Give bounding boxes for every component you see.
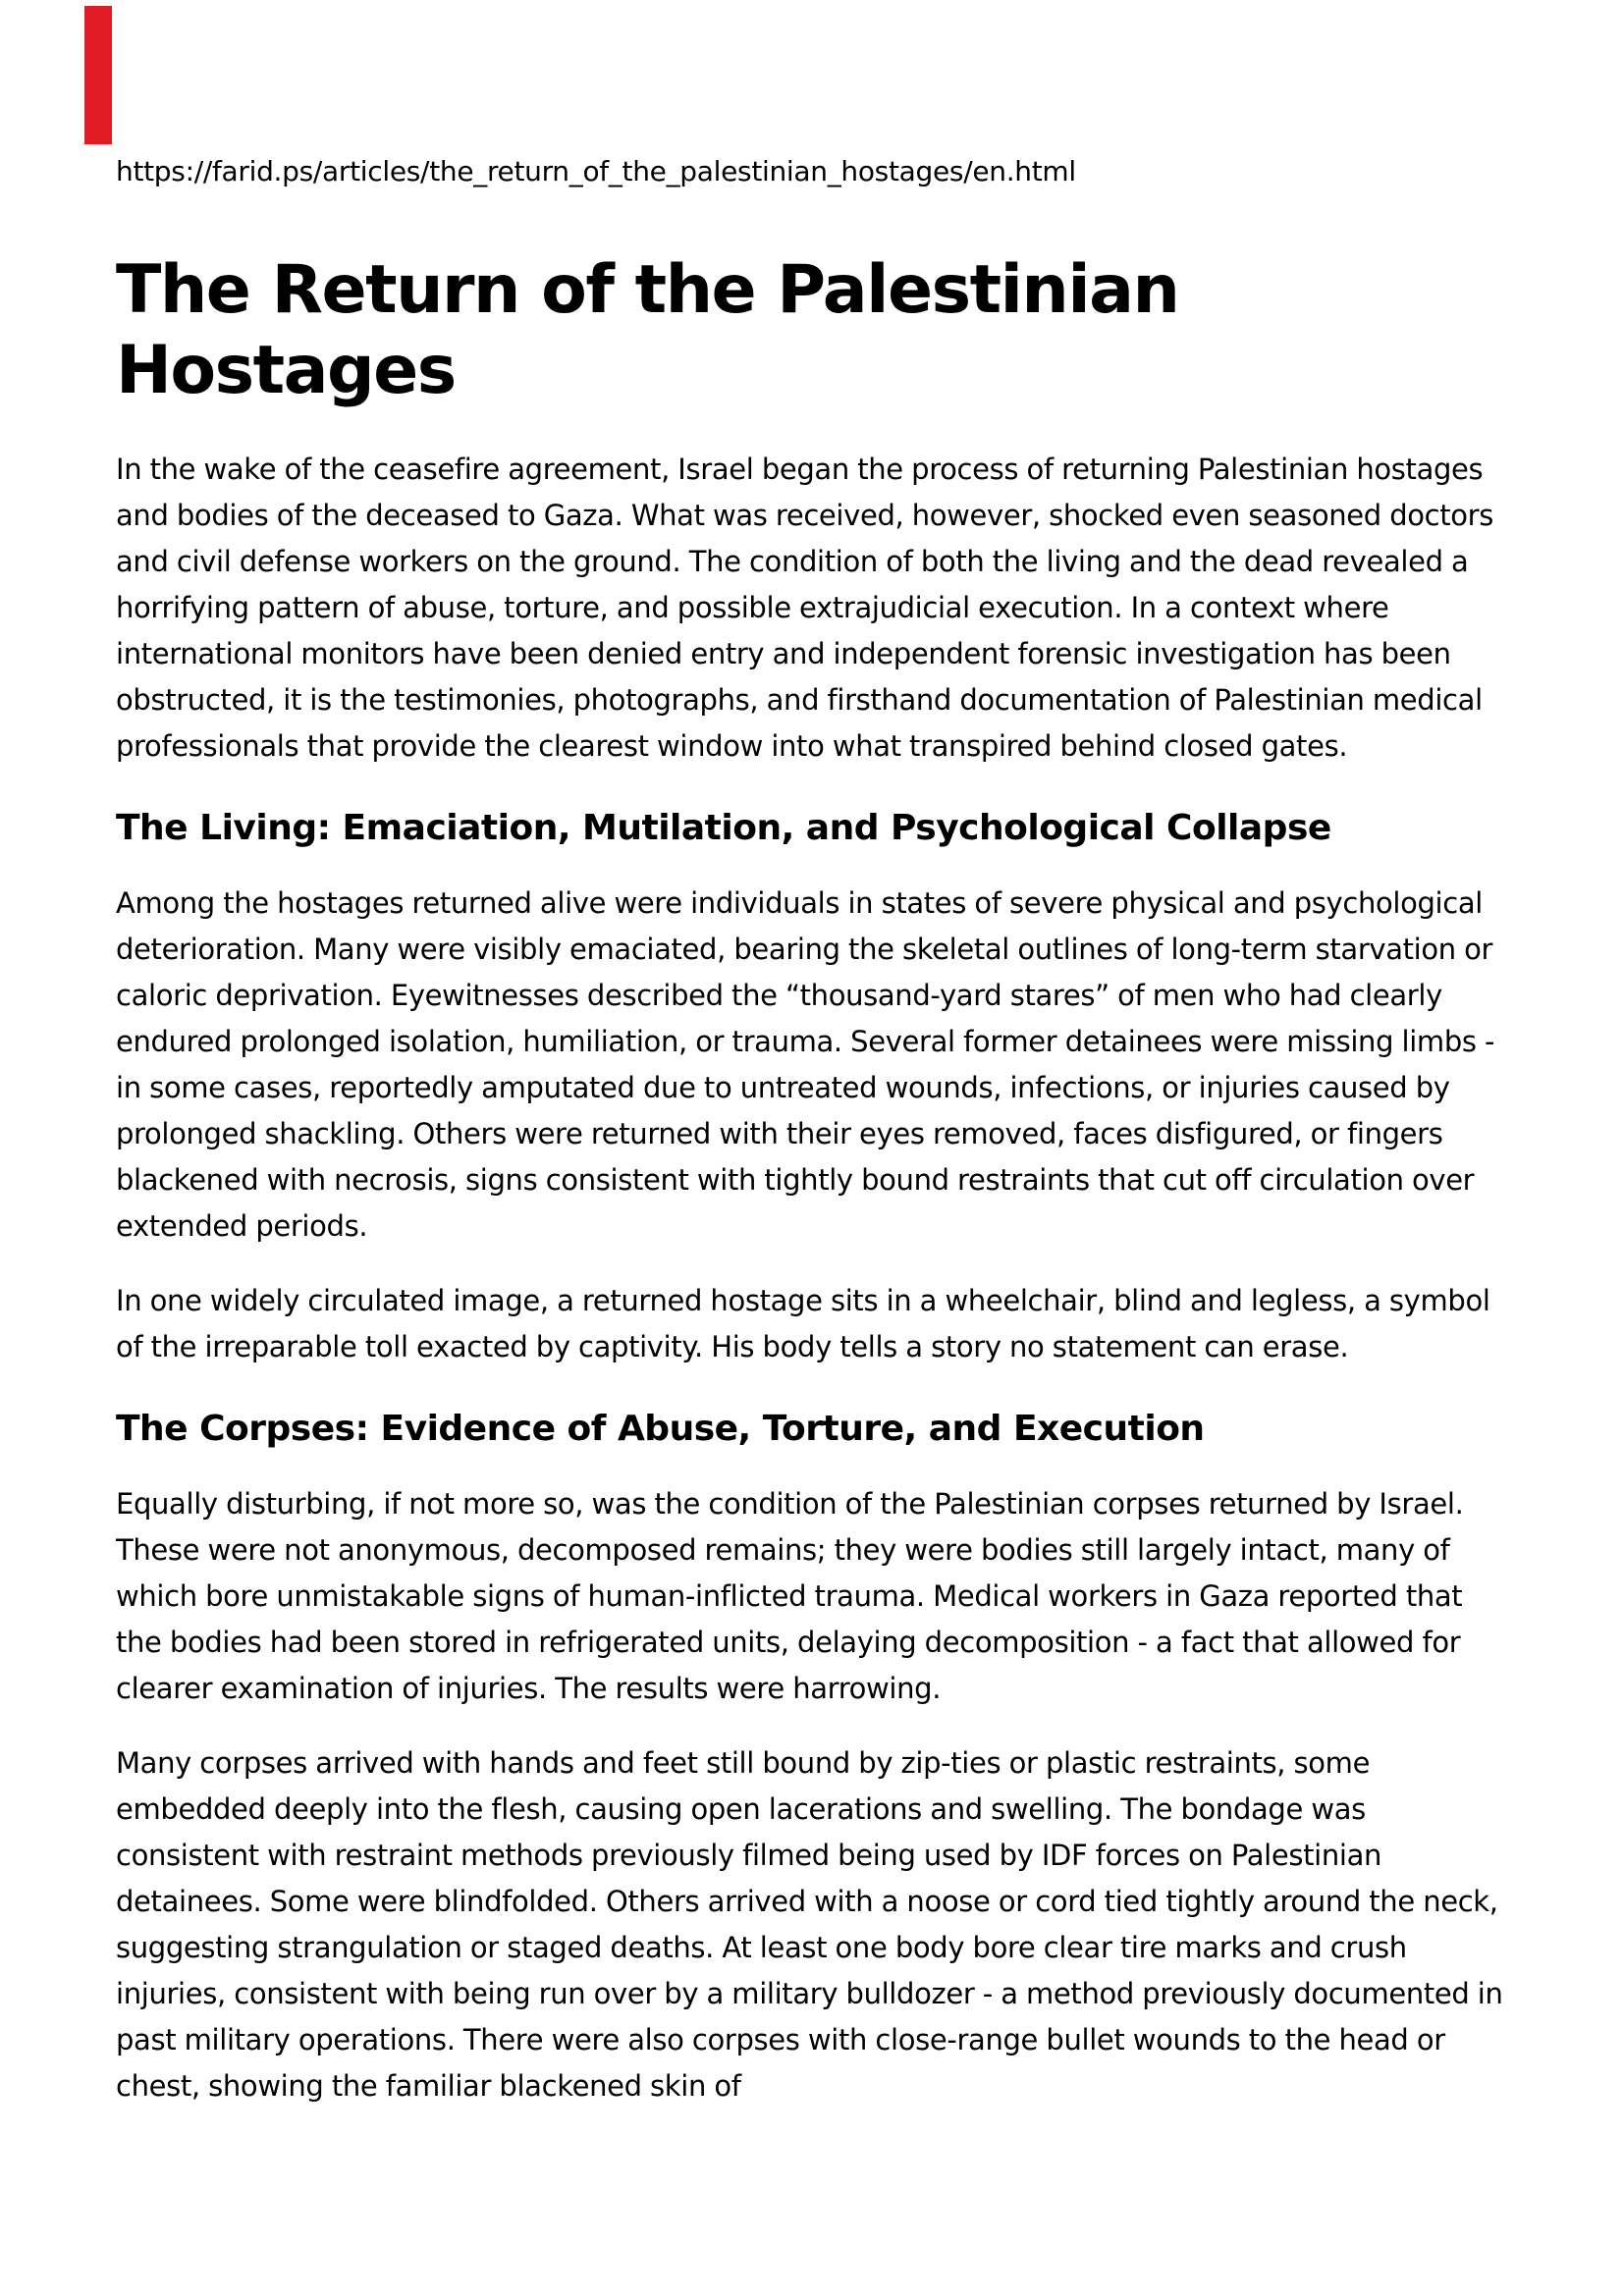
page-url: https://farid.ps/articles/the_return_of_the_palestinian_hostages/en.html <box>116 155 1076 187</box>
living-paragraph-1: Among the hostages returned alive were individuals in states of severe physical and psychological deterioration. Many were visibly emaciated, bearing the skeletal outlines of long-term starvation or caloric deprivation. Eyewitnesses described the “thousand-yard stares” of men who had clearly endured prolonged isolation, humiliation, or trauma. Several former detainees were missing limbs - in some cases, reportedly amputated due to untreated wounds, infections, or injuries caused by prolonged shackling. Others were returned with their eyes removed, faces disfigured, or fingers blackened with necrosis, signs consistent with tightly bound restraints that cut off circulation over extended periods. <box>116 886 1495 1243</box>
intro-paragraph: In the wake of the ceasefire agreement, Israel began the process of returning Palestinian hostages and bodies of the deceased to Gaza. What was received, however, shocked even seasoned doctors and civil defense workers on the ground. The condition of both the living and the dead revealed a horrifying pattern of abuse, torture, and possible extrajudicial execution. In a context where international monitors have been denied entry and independent forensic investigation has been obstructed, it is the testimonies, photographs, and firsthand documentation of Palestinian medical professionals that provide the clearest window into what transpired behind closed gates. <box>116 453 1493 763</box>
article-title: The Return of the Palestinian Hostages <box>116 251 1179 409</box>
section-heading-living: The Living: Emaciation, Mutilation, and Psychological Collapse <box>116 808 1331 848</box>
red-accent-bar <box>84 6 112 144</box>
corpses-paragraph-2: Many corpses arrived with hands and feet still bound by zip-ties or plastic restraints, some embedded deeply into the flesh, causing open lacerations and swelling. The bondage was consistent with restraint methods previously filmed being used by IDF forces on Palestinian detainees. Some were blindfolded. Others arrived with a noose or cord tied tightly around the neck, suggesting strangulation or staged deaths. At least one body bore clear tire marks and crush injuries, consistent with being run over by a military bulldozer - a method previously documented in past military operations. There were also corpses with close-range bullet wounds to the head or chest, showing the familiar blackened skin of <box>116 1746 1503 2103</box>
living-paragraph-2: In one widely circulated image, a returned hostage sits in a wheelchair, blind and legless, a symbol of the irreparable toll exacted by captivity. His body tells a story no statement can erase. <box>116 1284 1490 1363</box>
corpses-paragraph-1: Equally disturbing, if not more so, was the condition of the Palestinian corpses returned by Israel. These were not anonymous, decomposed remains; they were bodies still largely intact, many of which bore unmistakable signs of human-inflicted trauma. Medical workers in Gaza reported that the bodies had been stored in refrigerated units, delaying decomposition - a fact that allowed for clearer examination of injuries. The results were harrowing. <box>116 1487 1464 1705</box>
section-heading-corpses: The Corpses: Evidence of Abuse, Torture, and Execution <box>116 1409 1205 1449</box>
